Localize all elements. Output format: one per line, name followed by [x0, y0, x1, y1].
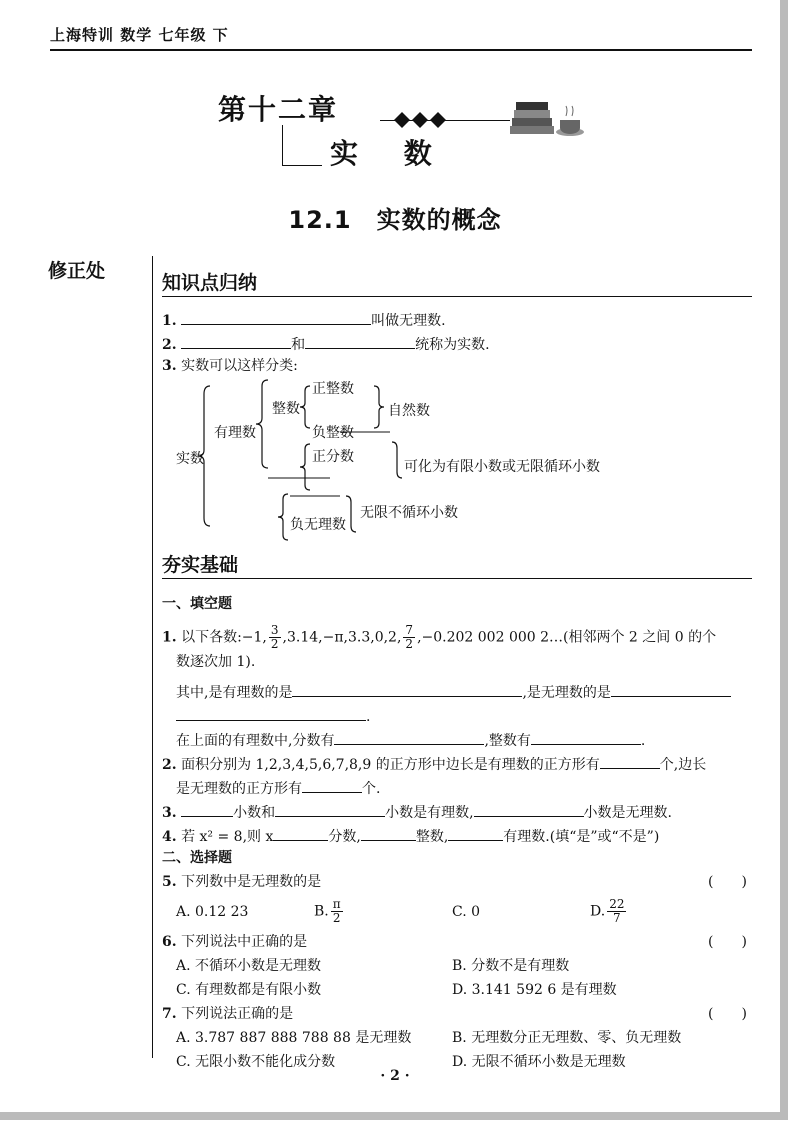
q3-text: 小数是有理数, [385, 805, 474, 821]
q3-text: 小数和 [233, 805, 276, 821]
question-number: 3. [162, 805, 177, 821]
q1-text: ,整数有 [484, 733, 531, 749]
tree-finite-note: 可化为有限小数或无限循环小数 [404, 459, 600, 475]
knowledge-item-2 [162, 332, 490, 355]
question-number: 5. [162, 874, 177, 890]
blank[interactable] [531, 728, 641, 745]
item-text: 叫做无理数. [371, 313, 446, 329]
q2-text: 面积分别为 1,2,3,4,5,6,7,8,9 的正方形中边长是有理数的正方形有 [181, 757, 600, 773]
tree-fraction: 正分数 [312, 449, 354, 465]
knowledge-item-1 [162, 308, 446, 331]
answer-paren[interactable]: ( ) [708, 934, 747, 950]
margin-divider [152, 256, 153, 1058]
knowledge-rule [162, 296, 752, 297]
q1-line3: . [176, 704, 370, 727]
option-d[interactable]: D. 3.141 592 6 是有理数 [452, 982, 617, 998]
blank[interactable] [334, 728, 484, 745]
question-number: 6. [162, 934, 177, 950]
chapter-subtitle: 实 数 [330, 137, 450, 170]
blank[interactable] [305, 332, 415, 349]
fraction-7-2: $\frac{7}{2}$ [405, 623, 414, 651]
chapter-bracket [282, 125, 283, 165]
blank[interactable] [273, 824, 328, 841]
blank[interactable] [292, 680, 522, 697]
question-2-cont [176, 776, 380, 799]
running-header: 上海特训 数学 七年级 下 [50, 26, 229, 44]
tree-rational: 有理数 [214, 425, 256, 441]
tree-neg-irr: 负无理数 [290, 517, 346, 533]
books-teacup-icon [508, 94, 588, 148]
tree-integer: 整数 [272, 401, 300, 417]
basics-rule [162, 578, 752, 579]
answer-paren[interactable]: ( ) [708, 874, 747, 890]
item-text: 统称为实数. [415, 337, 490, 353]
blank[interactable] [448, 824, 503, 841]
q5-text: 下列数中是无理数的是 [181, 874, 322, 890]
blank[interactable] [275, 800, 385, 817]
chapter-title: 第十二章 [218, 93, 339, 126]
tree-pos-int: 正整数 [312, 381, 354, 397]
q1-text: 其中,是有理数的是 [176, 685, 293, 701]
page-number: · 2 · [380, 1068, 410, 1084]
q1-text: ,−0.202 002 000 2…(相邻两个 2 之间 0 的个 [417, 629, 717, 646]
tree-natural: 自然数 [388, 403, 430, 419]
option-b[interactable]: B. 无理数分正无理数、零、负无理数 [452, 1030, 682, 1046]
blank[interactable] [181, 308, 371, 325]
q1-text: ,3.14,−π,3.3,0,2, [282, 629, 402, 646]
blank[interactable] [302, 776, 362, 793]
question-6 [162, 932, 307, 952]
question-5 [162, 872, 321, 892]
q2-text: 个. [362, 781, 381, 797]
q1-text: 以下各数:−1, [181, 629, 267, 646]
blank[interactable] [181, 800, 233, 817]
section-title: 12.1 实数的概念 [288, 206, 502, 234]
blank[interactable] [181, 332, 291, 349]
item-text: 和 [291, 337, 306, 353]
blank[interactable] [600, 752, 660, 769]
blank[interactable] [474, 800, 584, 817]
q4-text: 整数, [415, 829, 449, 845]
question-3 [162, 800, 672, 823]
q4-text: 有理数.(填“是”或“不是”) [503, 829, 660, 845]
item-text: 实数可以这样分类: [181, 358, 298, 374]
knowledge-heading: 知识点归纳 [162, 272, 258, 294]
question-1 [162, 624, 716, 651]
q4-text: 分数, [328, 829, 361, 845]
blank[interactable] [611, 680, 731, 697]
q2-text: 是无理数的正方形有 [176, 781, 302, 797]
option-c[interactable]: C. 无限小数不能化成分数 [176, 1054, 336, 1070]
tree-neg-int: 负整数 [312, 425, 354, 441]
question-number: 4. [162, 829, 177, 845]
option-b[interactable]: B. 分数不是有理数 [452, 958, 570, 974]
fraction-3-2: $\frac{3}{2}$ [270, 623, 279, 651]
tree-root: 实数 [176, 451, 204, 467]
blank[interactable] [361, 824, 416, 841]
diamond-ornament [394, 110, 454, 134]
option-c[interactable]: C. 0 [452, 904, 481, 920]
header-rule [50, 49, 752, 51]
question-number: 7. [162, 1006, 177, 1022]
q1-line2 [176, 680, 731, 703]
q2-text: 个,边长 [659, 757, 707, 773]
option-a[interactable]: A. 不循环小数是无理数 [176, 958, 322, 974]
q1-continued: 数逐次加 1). [176, 654, 256, 670]
answer-paren[interactable]: ( ) [708, 1006, 747, 1022]
option-a[interactable]: A. 0.12 23 [176, 904, 249, 920]
q3-text: 小数是无理数. [583, 805, 672, 821]
option-d[interactable]: D. $\frac{22}{7}$ [590, 897, 625, 925]
option-d[interactable]: D. 无限不循环小数是无理数 [452, 1054, 626, 1070]
q4-text: 若 x² = 8,则 x [181, 829, 274, 845]
q1-line4: 在上面的有理数中,分数有 ,整数有 . [176, 728, 645, 751]
tree-infinite-note: 无限不循环小数 [360, 505, 458, 521]
blank[interactable] [176, 704, 366, 721]
option-b[interactable]: B. $\frac{\pi}{2}$ [314, 897, 341, 925]
chapter-bracket-foot [282, 165, 322, 166]
item-number: 2. [162, 337, 177, 353]
question-number: 2. [162, 757, 177, 773]
q1-text: 在上面的有理数中,分数有 [176, 733, 335, 749]
question-number: 1. [162, 629, 177, 646]
option-a[interactable]: A. 3.787 887 888 788 88 是无理数 [176, 1030, 412, 1046]
item-number: 1. [162, 313, 177, 329]
q6-text: 下列说法中正确的是 [181, 934, 308, 950]
part-fill-heading: 一、填空题 [162, 596, 232, 612]
question-2 [162, 752, 706, 775]
margin-label: 修正处 [48, 260, 106, 282]
q1-text: ,是无理数的是 [522, 685, 611, 701]
question-4 [162, 824, 659, 847]
q7-text: 下列说法正确的是 [181, 1006, 294, 1022]
option-c[interactable]: C. 有理数都是有限小数 [176, 982, 322, 998]
item-number: 3. [162, 358, 177, 374]
basics-heading: 夯实基础 [162, 554, 239, 576]
question-7 [162, 1004, 293, 1024]
part-choice-heading: 二、选择题 [162, 850, 232, 866]
